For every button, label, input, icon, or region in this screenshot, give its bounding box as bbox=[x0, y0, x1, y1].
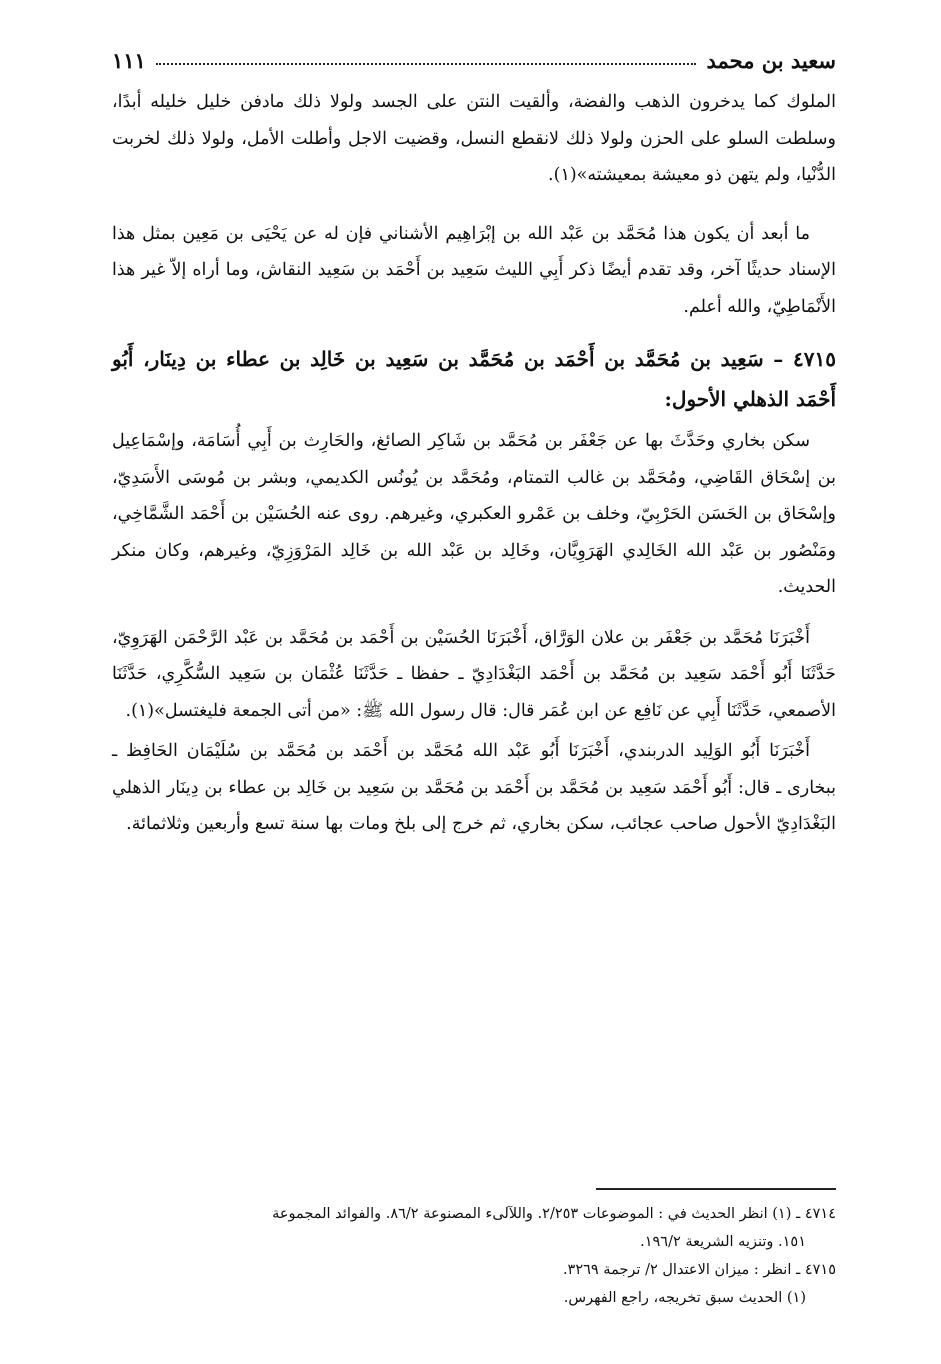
paragraph-continuation: الملوك كما يدخرون الذهب والفضة، وألقيت النتن على الجسد ولولا ذلك مادفن خليل خليله أبدًا، وسلطت السلو على الحزن ولولا ذلك لانقطع النسل، وقضيت الاجل وأطلت الأمل، ولولا ذلك لخربت الدُّنْيا، ولم يتهن ذو معيشة بمعيشته»(١). bbox=[112, 92, 836, 185]
isnad-paragraph-2: أَخْبَرَنَا أَبُو الوَلِيد الدربندي، أَخْبَرَنَا أَبُو عَبْد الله مُحَمَّد بن أَحْمَد بن مُحَمَّد بن سُلَيْمَان الحَافِظ ـ ببخارى ـ قال: أَبُو أَحْمَد سَعِيد بن مُحَمَّد بن أَحْمَد بن مُحَمَّد بن سَعِيد بن خَالِد بن عطاء بن دِينَار الذهلي البَغْدَادِيّ الأحول صاحب عجائب، سكن بخاري، ثم خرج إلى بلخ ومات بها سنة تسع وأربعين وثلاثمائة. bbox=[112, 741, 836, 834]
entry-heading bbox=[112, 339, 836, 419]
isnad-paragraph-1: أَخْبَرَنَا مُحَمَّد بن جَعْفَر بن علان الوَرَّاق، أَخْبَرَنَا الحُسَيْن بن أَحْمَد بن مُحَمَّد بن عَبْد الرَّحْمَن الهَرَوِيّ، حَدَّثَنَا أَبُو أَحْمَد سَعِيد بن مُحَمَّد بن أَحْمَد البَغْدَادِيّ ـ حفظا ـ حَدَّثَنَا عُثْمَان بن سَعِيد السُّكَّرِي، حَدَّثَنَا الأصمعي، حَدَّثَنَا أَبِي عن نَافِع عن ابن عُمَر قال: قال رسول الله ﷺ: «من أتى الجمعة فليغتسل»(١). bbox=[112, 627, 836, 721]
paragraph-editor-note: ما أبعد أن يكون هذا مُحَمَّد بن عَبْد الله بن إبْرَاهِيم الأشناني فإن له عن يَحْيَى بن مَعِين بمثل هذا الإسناد حديثًا آخر، وقد تقدم أيضًا ذكر أَبِي الليث سَعِيد بن أَحْمَد بن سَعِيد النقاش، وما أراه إلاّ غير هذا الأَنْمَاطِيّ، والله أعلم. bbox=[112, 223, 836, 317]
entry-biography: سكن بخاري وحَدَّثَ بها عن جَعْفَر بن مُحَمَّد بن شَاكِر الصائغ، والحَارِث بن أَبِي أُسَامَة، وإسْمَاعِيل بن إسْحَاق القَاضِي، ومُحَمَّد بن غالب التمتام، ومُحَمَّد بن يُونُس الكديمي، وبشر بن مُوسَى الأَسَدِيّ، وإسْحَاق بن الحَسَن الحَرْبِيّ، وخلف بن عَمْرو العكبري، وغيرهم. روى عنه الحُسَيْن بن أَحْمَد الشَّمَّاخِي، ومَنْصُور بن عَبْد الله الخَالِدي الهَرَوِيَّان، وخَالِد بن عَبْد الله بن خَالِد المَرْوَزِيّ، وغيرهم، وكان منكر الحديث. bbox=[112, 431, 836, 597]
book-page bbox=[112, 38, 836, 1338]
footnote-line: ١٥١. وتنزيه الشريعة ١٩٦/٢. bbox=[640, 1234, 806, 1250]
entry-title: سَعِيد بن مُحَمَّد بن أَحْمَد بن مُحَمَّد بن سَعِيد بن خَالِد بن عطاء بن دِينَار، أَبُو أَحْمَد الذهلي الأحول: bbox=[112, 347, 836, 411]
footnote-line: ٤٧١٤ ـ (١) انظر الحديث في : الموضوعات ٢/٢٥٣. واللآلىء المصنوعة ٨٦/٢. والفوائد المجموعة bbox=[272, 1206, 836, 1222]
footnote-line: (١) الحديث سبق تخريجه، راجع الفهرس. bbox=[563, 1290, 806, 1306]
page-number: ١١١ bbox=[112, 47, 146, 73]
entry-dash: – bbox=[763, 347, 784, 371]
entry-number: ٤٧١٥ bbox=[793, 347, 836, 371]
footnotes bbox=[112, 1188, 836, 1312]
running-head: سعيد بن محمد bbox=[706, 47, 836, 73]
header-leader-dots bbox=[156, 63, 697, 65]
page-header bbox=[112, 38, 836, 82]
page-body bbox=[112, 84, 836, 843]
footnote-rule bbox=[596, 1188, 836, 1190]
footnote-line: ٤٧١٥ ـ انظر : ميزان الاعتدال ٢/ ترجمة ٣٢٦٩. bbox=[562, 1262, 836, 1278]
